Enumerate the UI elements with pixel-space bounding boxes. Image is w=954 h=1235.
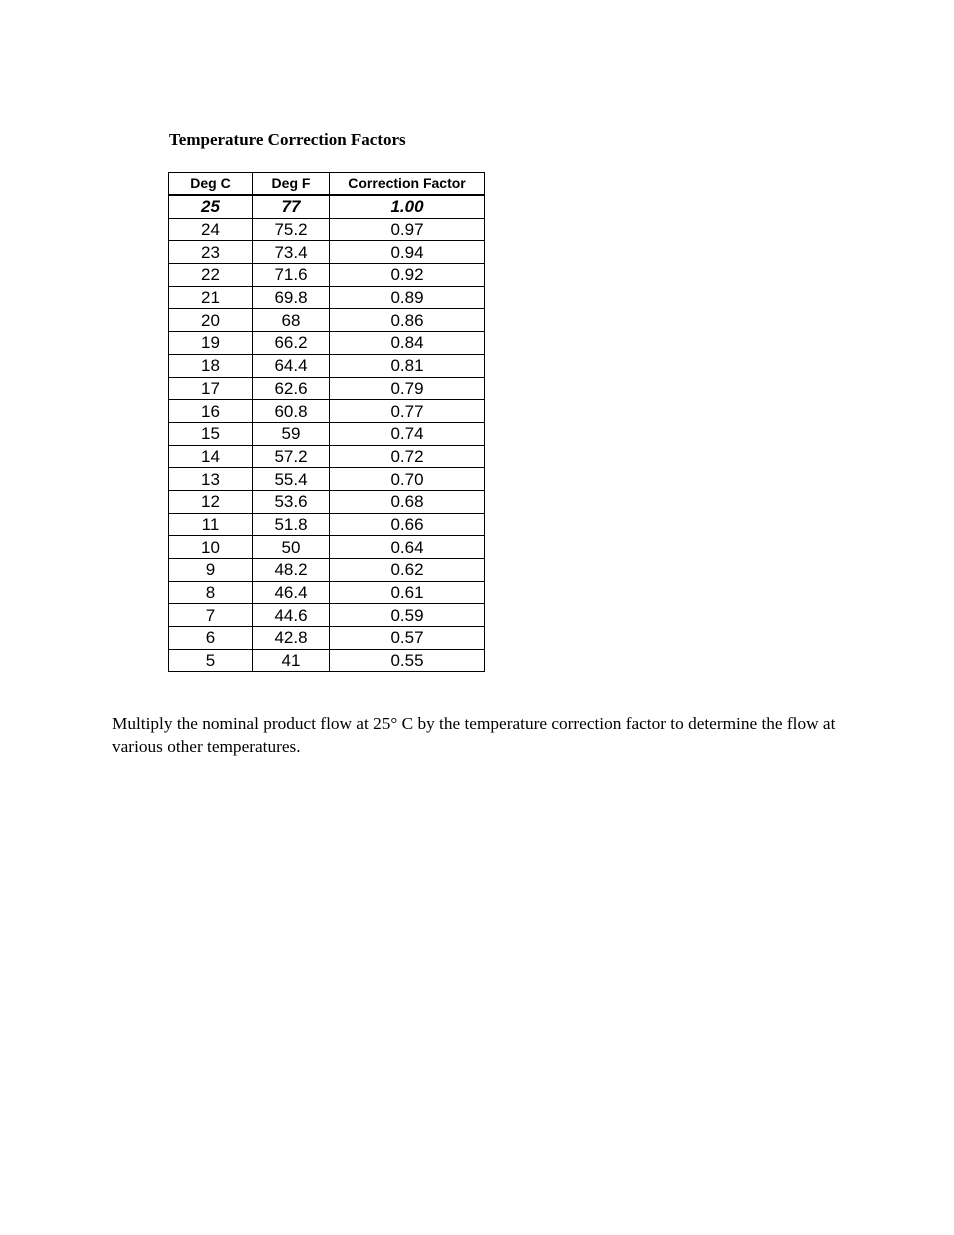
cell-deg-c: 17 <box>169 377 253 400</box>
cell-correction-factor: 0.89 <box>330 286 485 309</box>
cell-deg-f: 68 <box>253 309 330 332</box>
cell-correction-factor: 0.79 <box>330 377 485 400</box>
cell-correction-factor: 0.97 <box>330 218 485 241</box>
cell-correction-factor: 0.86 <box>330 309 485 332</box>
table-row <box>169 490 485 513</box>
cell-deg-f: 50 <box>253 536 330 559</box>
cell-correction-factor: 0.92 <box>330 264 485 287</box>
cell-correction-factor: 0.94 <box>330 241 485 264</box>
cell-deg-f: 48.2 <box>253 559 330 582</box>
table-row <box>169 195 485 218</box>
cell-deg-c: 13 <box>169 468 253 491</box>
cell-deg-c: 16 <box>169 400 253 423</box>
cell-deg-f: 46.4 <box>253 581 330 604</box>
cell-correction-factor: 0.68 <box>330 490 485 513</box>
cell-correction-factor: 0.72 <box>330 445 485 468</box>
cell-deg-f: 53.6 <box>253 490 330 513</box>
cell-deg-c: 21 <box>169 286 253 309</box>
cell-deg-c: 6 <box>169 627 253 650</box>
cell-correction-factor: 0.62 <box>330 559 485 582</box>
cell-correction-factor: 0.57 <box>330 627 485 650</box>
table-row <box>169 559 485 582</box>
cell-correction-factor: 0.84 <box>330 332 485 355</box>
cell-deg-c: 25 <box>169 195 253 218</box>
cell-deg-c: 22 <box>169 264 253 287</box>
table-row <box>169 581 485 604</box>
cell-deg-c: 18 <box>169 354 253 377</box>
table-row <box>169 264 485 287</box>
cell-deg-c: 20 <box>169 309 253 332</box>
table-row <box>169 468 485 491</box>
cell-deg-f: 41 <box>253 649 330 672</box>
cell-deg-f: 59 <box>253 422 330 445</box>
table-body <box>169 195 485 672</box>
cell-deg-c: 10 <box>169 536 253 559</box>
cell-deg-c: 15 <box>169 422 253 445</box>
table-row <box>169 627 485 650</box>
table-row <box>169 649 485 672</box>
table-row <box>169 536 485 559</box>
cell-deg-f: 69.8 <box>253 286 330 309</box>
table-row <box>169 309 485 332</box>
cell-deg-c: 12 <box>169 490 253 513</box>
header-deg-f: Deg F <box>253 173 330 196</box>
cell-correction-factor: 0.66 <box>330 513 485 536</box>
cell-deg-f: 73.4 <box>253 241 330 264</box>
cell-deg-f: 55.4 <box>253 468 330 491</box>
header-deg-c: Deg C <box>169 173 253 196</box>
cell-deg-f: 71.6 <box>253 264 330 287</box>
cell-deg-f: 66.2 <box>253 332 330 355</box>
table-title: Temperature Correction Factors <box>169 130 406 149</box>
cell-deg-c: 19 <box>169 332 253 355</box>
table-header-row <box>169 173 485 196</box>
cell-correction-factor: 0.55 <box>330 649 485 672</box>
table-row <box>169 422 485 445</box>
cell-deg-f: 51.8 <box>253 513 330 536</box>
cell-deg-f: 44.6 <box>253 604 330 627</box>
cell-deg-c: 7 <box>169 604 253 627</box>
cell-deg-f: 64.4 <box>253 354 330 377</box>
cell-deg-f: 60.8 <box>253 400 330 423</box>
cell-deg-c: 11 <box>169 513 253 536</box>
cell-deg-f: 75.2 <box>253 218 330 241</box>
table-row <box>169 218 485 241</box>
cell-correction-factor: 0.81 <box>330 354 485 377</box>
table-row <box>169 241 485 264</box>
cell-correction-factor: 0.64 <box>330 536 485 559</box>
instruction-paragraph: Multiply the nominal product flow at 25° C by the temperature correction factor to determine the flow at various other temperatures. <box>112 714 836 756</box>
cell-deg-f: 77 <box>253 195 330 218</box>
table-row <box>169 513 485 536</box>
cell-deg-f: 42.8 <box>253 627 330 650</box>
cell-correction-factor: 0.70 <box>330 468 485 491</box>
table-row <box>169 377 485 400</box>
table-row <box>169 604 485 627</box>
header-correction-factor: Correction Factor <box>330 173 485 196</box>
cell-deg-c: 8 <box>169 581 253 604</box>
cell-deg-f: 57.2 <box>253 445 330 468</box>
table-row <box>169 354 485 377</box>
cell-deg-c: 24 <box>169 218 253 241</box>
table-row <box>169 445 485 468</box>
cell-correction-factor: 0.74 <box>330 422 485 445</box>
table-row <box>169 332 485 355</box>
table-row <box>169 286 485 309</box>
cell-correction-factor: 0.59 <box>330 604 485 627</box>
cell-correction-factor: 0.77 <box>330 400 485 423</box>
cell-deg-f: 62.6 <box>253 377 330 400</box>
cell-deg-c: 14 <box>169 445 253 468</box>
table-row <box>169 400 485 423</box>
correction-factor-table <box>168 172 485 672</box>
cell-correction-factor: 1.00 <box>330 195 485 218</box>
cell-deg-c: 23 <box>169 241 253 264</box>
cell-correction-factor: 0.61 <box>330 581 485 604</box>
cell-deg-c: 5 <box>169 649 253 672</box>
cell-deg-c: 9 <box>169 559 253 582</box>
